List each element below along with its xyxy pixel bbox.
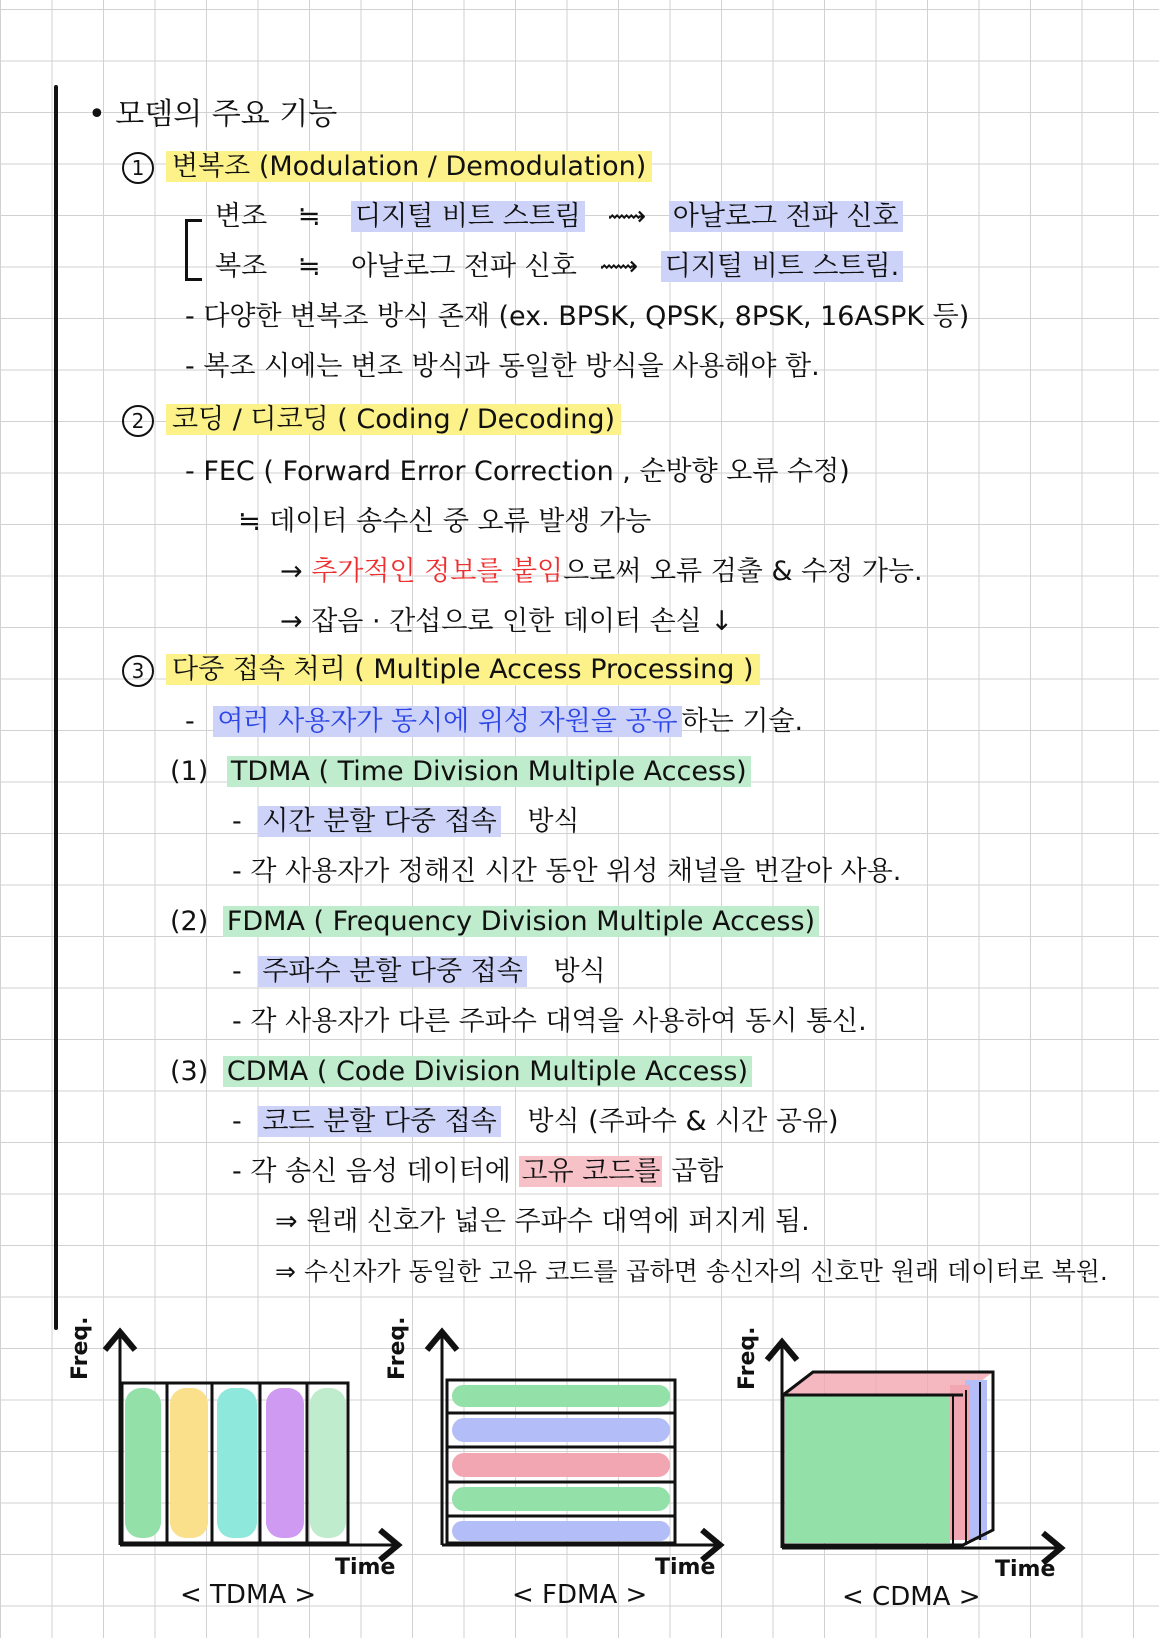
description-rest: 하는 기술.: [681, 706, 804, 737]
cdma-diagram: [782, 1345, 1058, 1548]
red-emphasis-text: 추가적인 정보를 붙임: [311, 556, 564, 587]
fec-description: ≒ 데이터 송수신 중 오류 발생 가능: [238, 506, 652, 537]
tdma-title: TDMA ( Time Division Multiple Access): [227, 756, 751, 787]
cdma-title: CDMA ( Code Division Multiple Access): [223, 1056, 752, 1087]
demodulation-label: 복조: [215, 251, 268, 282]
fec-line: - FEC ( Forward Error Correction , 순방향 오류 수정): [185, 456, 850, 487]
dash: -: [232, 1106, 242, 1137]
fdma-band-5: [452, 1521, 670, 1541]
arrow-icon: →: [280, 556, 303, 587]
tdma-definition: 시간 분할 다중 접속: [258, 806, 500, 837]
approx-sign: ≒: [297, 251, 321, 282]
bullet-dot: •: [88, 97, 106, 132]
fdma-band-2: [452, 1418, 670, 1442]
digital-bitstream-text: 디지털 비트 스트림.: [661, 251, 903, 282]
fdma-time-label: Time: [655, 1555, 716, 1580]
tdma-slot-5: [310, 1388, 346, 1538]
approx-sign: ≒: [297, 201, 321, 232]
wavy-arrow-icon: ⟿: [599, 251, 639, 282]
section-1-title: 변복조 (Modulation / Demodulation): [166, 151, 652, 182]
fdma-band-1: [452, 1385, 670, 1407]
page-title: 모뎀의 주요 기능: [115, 97, 338, 132]
dash: -: [185, 706, 195, 737]
dash: -: [232, 956, 242, 987]
fdma-caption: < FDMA >: [512, 1580, 648, 1610]
section-1-bullet-2: - 복조 시에는 변조 방식과 동일한 방식을 사용해야 함.: [185, 351, 820, 382]
section-3-number: 3: [122, 655, 154, 687]
analog-signal-text: 아날로그 전파 신호: [351, 251, 577, 282]
tdma-slot-4: [266, 1388, 304, 1538]
section-1-bullet-1: - 다양한 변복조 방식 존재 (ex. BPSK, QPSK, 8PSK, 16ASPK 등): [185, 301, 970, 332]
tdma-slot-1: [125, 1388, 161, 1538]
method-text: 방식: [527, 806, 580, 837]
tdma-number: (1): [170, 756, 209, 787]
fdma-number: (2): [170, 906, 209, 937]
cdma-time-label: Time: [995, 1557, 1056, 1582]
digital-bitstream-text: 디지털 비트 스트림: [351, 201, 585, 232]
wavy-arrow-icon: ⟿: [607, 201, 647, 232]
tdma-slot-2: [170, 1388, 208, 1538]
cdma-layer-green: [785, 1395, 950, 1543]
fdma-freq-label: Freq.: [385, 1316, 410, 1380]
cdma-bullet-2-text: - 각 송신 음성 데이터에: [232, 1156, 511, 1187]
multiply-text: 곱함: [671, 1156, 724, 1187]
fdma-title: FDMA ( Frequency Division Multiple Access): [223, 906, 819, 937]
fdma-diagram: [442, 1335, 717, 1545]
fdma-band-3: [452, 1453, 670, 1477]
method-text: 방식 (주파수 & 시간 공유): [527, 1106, 839, 1137]
tdma-caption: < TDMA >: [180, 1580, 317, 1610]
fdma-bullet-2: - 각 사용자가 다른 주파수 대역을 사용하여 동시 통신.: [232, 1006, 867, 1037]
method-text: 방식: [553, 956, 606, 987]
cdma-number: (3): [170, 1056, 209, 1087]
cdma-freq-label: Freq.: [735, 1326, 760, 1390]
cdma-arrow-2: ⇒ 수신자가 동일한 고유 코드를 곱하면 송신자의 신호만 원래 데이터로 복원.: [275, 1257, 1108, 1286]
fdma-definition: 주파수 분할 다중 접속: [258, 956, 527, 987]
cdma-definition: 코드 분할 다중 접속: [258, 1106, 500, 1137]
tdma-slot-3: [217, 1388, 257, 1538]
tdma-freq-label: Freq.: [68, 1316, 93, 1380]
tdma-diagram: [120, 1335, 395, 1545]
tdma-time-label: Time: [335, 1555, 396, 1580]
cdma-caption: < CDMA >: [842, 1582, 981, 1612]
section-3-title: 다중 접속 처리 ( Multiple Access Processing ): [166, 654, 760, 685]
section-1-number: 1: [122, 152, 154, 184]
fec-arrow-2: → 잡음 · 간섭으로 인한 데이터 손실 ↓: [280, 606, 733, 637]
blue-emphasis-text: 여러 사용자가 동시에 위성 자원을 공유: [213, 706, 681, 737]
fdma-band-4: [452, 1487, 670, 1511]
unique-code-text: 고유 코드를: [521, 1156, 661, 1187]
section-2-title: 코딩 / 디코딩 ( Coding / Decoding): [166, 404, 621, 435]
fec-arrow-1-rest: 으로써 오류 검출 & 수정 가능.: [563, 556, 923, 587]
modulation-label: 변조: [215, 201, 268, 232]
analog-signal-text: 아날로그 전파 신호: [669, 201, 903, 232]
tdma-bullet-2: - 각 사용자가 정해진 시간 동안 위성 채널을 번갈아 사용.: [232, 856, 902, 887]
section-2-number: 2: [122, 405, 154, 437]
cdma-arrow-1: ⇒ 원래 신호가 넓은 주파수 대역에 퍼지게 됨.: [275, 1206, 810, 1237]
dash: -: [232, 806, 242, 837]
